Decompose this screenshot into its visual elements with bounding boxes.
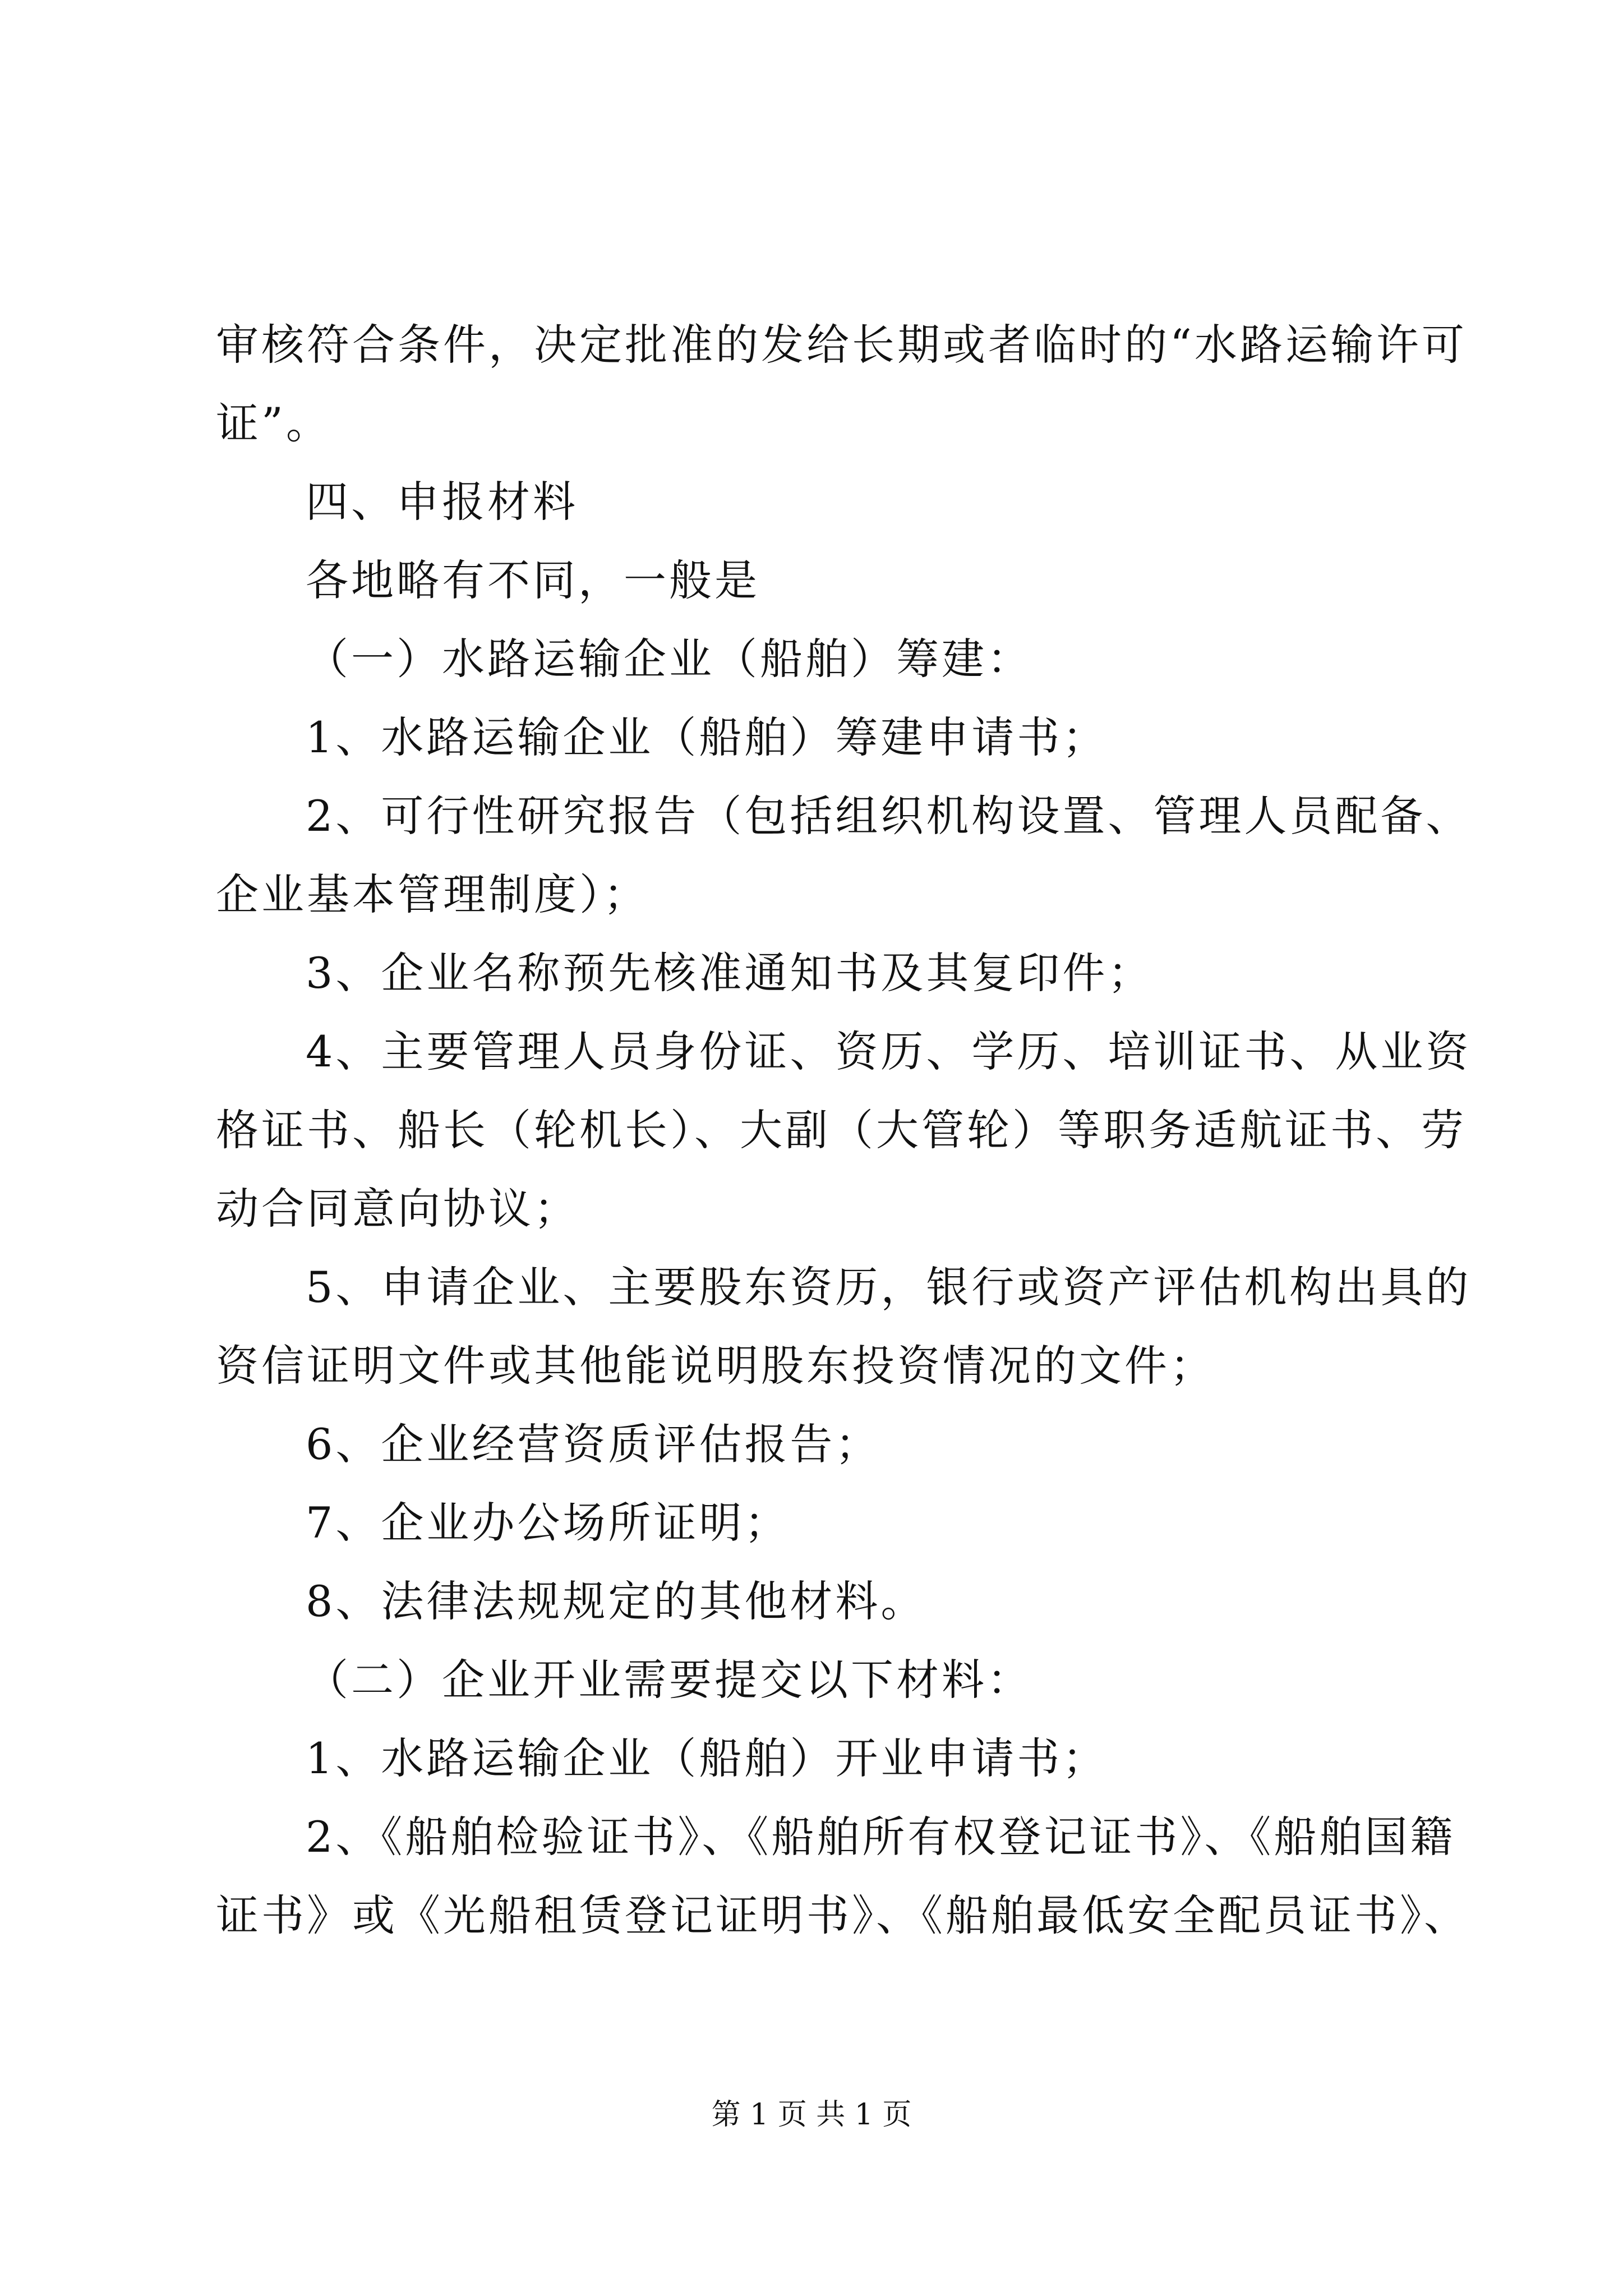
section-heading: 四、申报材料 bbox=[306, 477, 578, 527]
subsection-heading-1: （一）水路运输企业（船舶）筹建： bbox=[306, 634, 1032, 684]
subsection-heading-2: （二）企业开业需要提交以下材料： bbox=[306, 1655, 1032, 1705]
list-item: 2、可行性研究报告（包括组织机构设置、管理人员配备、 bbox=[306, 791, 1472, 841]
list-item-continuation: 格证书、船长（轮机长）、大副（大管轮）等职务适航证书、劳 bbox=[216, 1105, 1467, 1155]
list-item-continuation: 资信证明文件或其他能说明股东投资情况的文件； bbox=[216, 1341, 1215, 1391]
list-item: 1、水路运输企业（船舶）筹建申请书； bbox=[306, 712, 1108, 762]
list-item: 6、企业经营资质评估报告； bbox=[306, 1419, 881, 1469]
list-item: 7、企业办公场所证明； bbox=[306, 1498, 790, 1548]
list-item: 2、《船舶检验证书》、《船舶所有权登记证书》、《船舶国籍 bbox=[306, 1812, 1456, 1862]
list-item-continuation: 动合同意向协议； bbox=[216, 1184, 579, 1234]
list-item: 3、企业名称预先核准通知书及其复印件； bbox=[306, 948, 1154, 998]
list-item: 1、水路运输企业（船舶）开业申请书； bbox=[306, 1733, 1108, 1783]
list-item-continuation: 证书》或《光船租赁登记证明书》、《船舶最低安全配员证书》、 bbox=[216, 1890, 1469, 1940]
list-item: 4、主要管理人员身份证、资历、学历、培训证书、从业资 bbox=[306, 1027, 1472, 1076]
list-item-continuation: 企业基本管理制度）； bbox=[216, 869, 649, 919]
body-line-2: 证”。 bbox=[216, 398, 331, 448]
list-item: 8、法律法规规定的其他材料。 bbox=[306, 1576, 926, 1626]
body-line-1: 审核符合条件，决定批准的发给长期或者临时的“水路运输许可 bbox=[216, 320, 1467, 370]
body-line-4: 各地略有不同，一般是 bbox=[306, 555, 760, 605]
page-footer: 第 1 页 共 1 页 bbox=[711, 2098, 912, 2132]
list-item: 5、申请企业、主要股东资历，银行或资产评估机构出具的 bbox=[306, 1262, 1472, 1312]
